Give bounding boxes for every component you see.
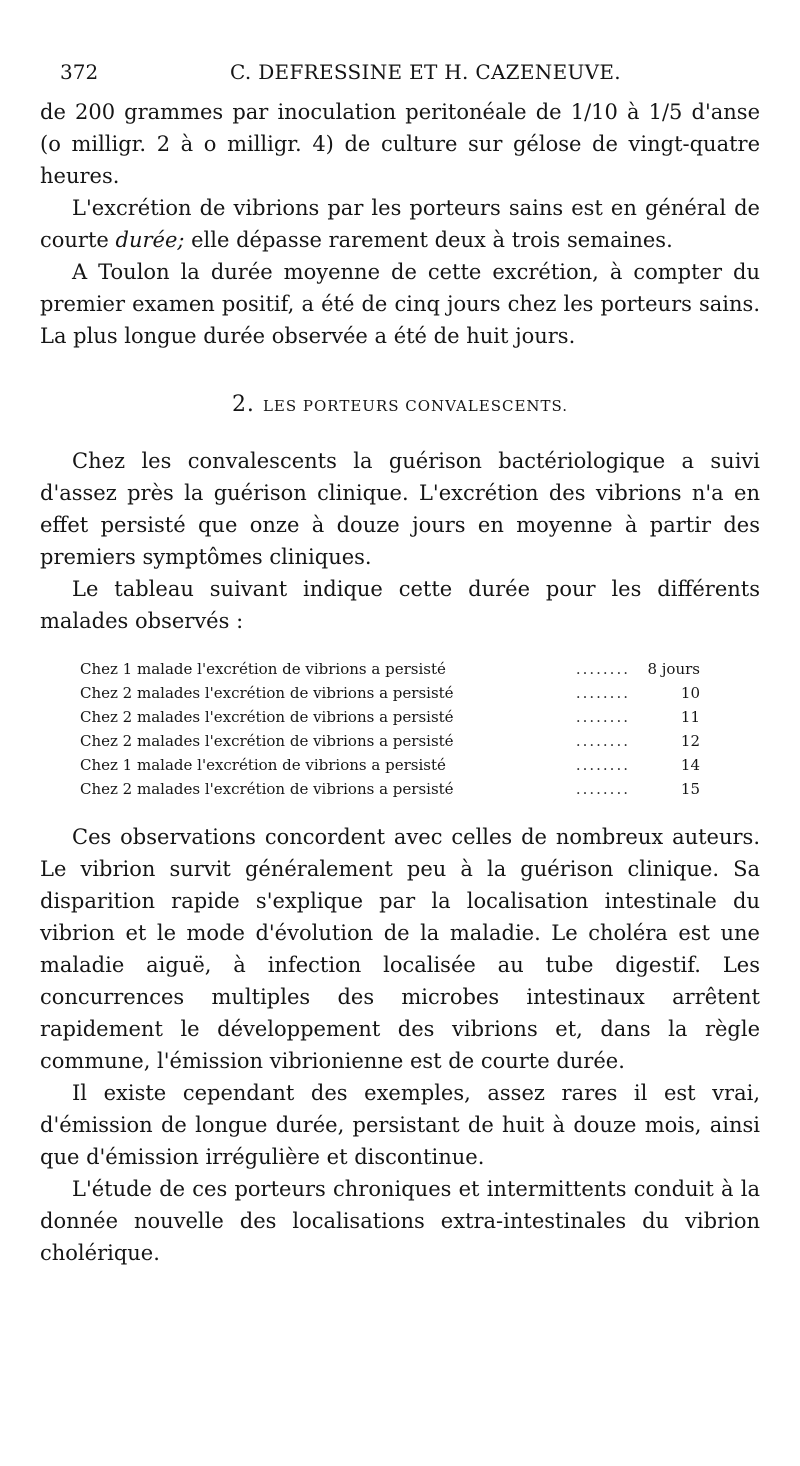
section-title: LES PORTEURS CONVALESCENTS. — [262, 397, 569, 415]
table-row-dots: ........ — [575, 660, 630, 678]
table-row-days: 14 — [680, 756, 700, 774]
table-row-days: 11 — [680, 708, 700, 726]
table-row-days: 12 — [680, 732, 700, 750]
table-row-dots: ........ — [575, 756, 630, 774]
duration-table — [80, 657, 700, 801]
table-row — [80, 681, 700, 705]
table-row — [80, 729, 700, 753]
table-row-text: Chez 2 malades l'excrétion de vibrions a persisté — [80, 780, 454, 798]
paragraph: de 200 grammes par inoculation peritonéale de 1/10 à 1/5 d'anse (o milligr. 2 à o milligr. 4) de culture sur gélose de vingt-quatre heures. — [40, 100, 760, 188]
table-row-text: Chez 1 malade l'excrétion de vibrions a persisté — [80, 756, 446, 774]
page-body — [40, 96, 760, 1269]
page-header — [60, 60, 750, 94]
table-row — [80, 705, 700, 729]
table-row-text: Chez 2 malades l'excrétion de vibrions a persisté — [80, 708, 454, 726]
table-row-dots: ........ — [575, 684, 630, 702]
paragraph: Le tableau suivant indique cette durée pour les différents malades observés : — [40, 577, 760, 633]
paragraph: Il existe cependant des exemples, assez rares il est vrai, d'émission de longue durée, persistant de huit à douze mois, ainsi que d'émission irrégulière et discontinue. — [40, 1081, 760, 1169]
paragraph: Chez les convalescents la guérison bactériologique a suivi d'assez près la guérison clinique. L'excrétion des vibrions n'a en effet persisté que onze à douze jours en moyenne à partir des premiers symptômes cliniques. — [40, 449, 760, 569]
table-row-days: 8 jours — [647, 660, 700, 678]
paragraph: A Toulon la durée moyenne de cette excrétion, à compter du premier examen positif, a été de cinq jours chez les porteurs sains. La plus longue durée observée a été de huit jours. — [40, 260, 760, 348]
table-row — [80, 657, 700, 681]
paragraph: L'étude de ces porteurs chroniques et intermittents conduit à la donnée nouvelle des localisations extra-intestinales du vibrion cholérique. — [40, 1177, 760, 1265]
paragraph — [40, 192, 760, 256]
table-row-text: Chez 2 malades l'excrétion de vibrions a persisté — [80, 684, 454, 702]
section-heading — [40, 392, 760, 417]
paragraph: Ces observations concordent avec celles de nombreux auteurs. Le vibrion survit généralement peu à la guérison clinique. Sa disparition rapide s'explique par la localisation intestinale du vibrion et le mode d'évolution de la maladie. Le choléra est une maladie aiguë, à infection localisée au tube digestif. Les concurrences multiples des microbes intestinaux arrêtent rapidement le développement des vibrions et, dans la règle commune, l'émission vibrionienne est de courte durée. — [40, 825, 760, 1073]
page-number: 372 — [60, 60, 99, 84]
table-row — [80, 777, 700, 801]
table-row-days: 15 — [680, 780, 700, 798]
paragraph-text: L'excrétion de vibrions par les porteurs sains est en général de courte — [40, 196, 760, 252]
table-row-text: Chez 1 malade l'excrétion de vibrions a persisté — [80, 660, 446, 678]
table-row-days: 10 — [680, 684, 700, 702]
running-head: C. DEFRESSINE ET H. CAZENEUVE. — [230, 60, 621, 84]
paragraph-text: elle dépasse rarement deux à trois semaines. — [184, 228, 673, 252]
table-row-dots: ........ — [575, 732, 630, 750]
table-row-dots: ........ — [575, 708, 630, 726]
table-row — [80, 753, 700, 777]
table-row-text: Chez 2 malades l'excrétion de vibrions a persisté — [80, 732, 454, 750]
italic-text: durée; — [115, 228, 185, 252]
table-row-dots: ........ — [575, 780, 630, 798]
section-number: 2. — [231, 392, 255, 417]
